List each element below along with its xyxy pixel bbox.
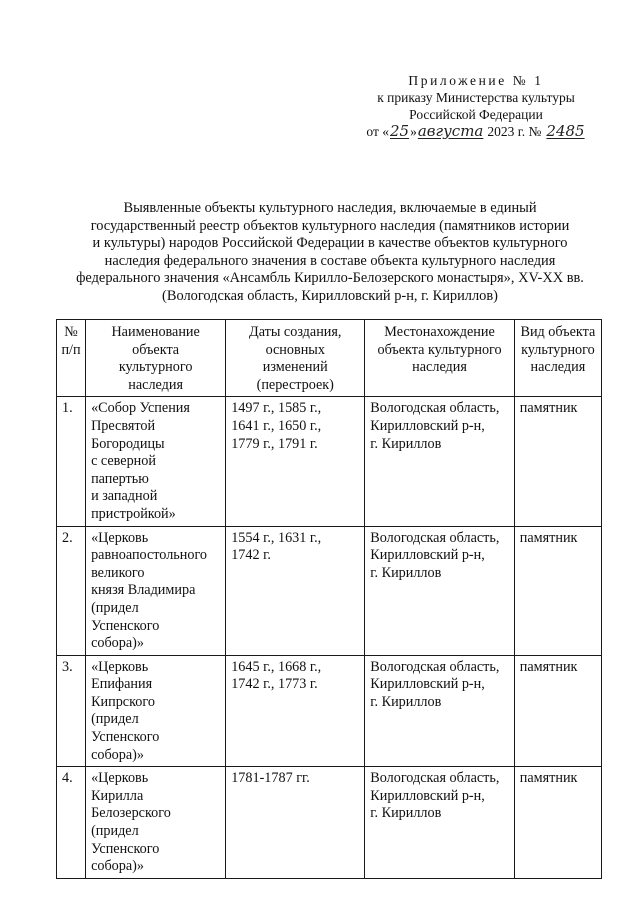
cell-location: Вологодская область, Кирилловский р-н, г. Кириллов bbox=[365, 655, 514, 767]
cell-dates: 1645 г., 1668 г., 1742 г., 1773 г. bbox=[226, 655, 365, 767]
cell-location: Вологодская область, Кирилловский р-н, г. Кириллов bbox=[365, 526, 514, 655]
date-separator: » bbox=[410, 124, 417, 139]
cell-type: памятник bbox=[514, 526, 601, 655]
header-location: Местонахождение объекта культурного наследия bbox=[365, 320, 514, 397]
header-name: Наименование объекта культурного наследия bbox=[86, 320, 226, 397]
table-row bbox=[57, 767, 602, 879]
cell-number: 3. bbox=[57, 655, 86, 767]
appendix-block bbox=[360, 72, 592, 140]
table-row bbox=[57, 655, 602, 767]
title-line: наследия федерального значения в составе объекта культурного наследия bbox=[104, 252, 556, 269]
header-type: Вид объекта культурного наследия bbox=[514, 320, 601, 397]
cell-name: «Церковь Епифания Кипрского (придел Успенского собора)» bbox=[86, 655, 226, 767]
title-line: (Вологодская область, Кирилловский р-н, г. Кириллов) bbox=[162, 287, 498, 304]
table-header-row bbox=[57, 320, 602, 397]
order-date-line bbox=[360, 123, 592, 140]
handwritten-order-number: 2485 bbox=[546, 122, 585, 140]
handwritten-day: 25 bbox=[390, 122, 410, 140]
appendix-heading: Приложение № 1 bbox=[408, 73, 544, 88]
title-line: Выявленные объекты культурного наследия, включаемые в единый bbox=[123, 200, 537, 216]
date-prefix: от « bbox=[366, 124, 389, 139]
appendix-line-1: к приказу Министерства культуры bbox=[377, 90, 575, 105]
cell-number: 4. bbox=[57, 767, 86, 879]
cell-number: 1. bbox=[57, 397, 86, 526]
cell-dates: 1781-1787 гг. bbox=[226, 767, 365, 879]
year-text: 2023 г. № bbox=[487, 124, 542, 139]
title-line: и культуры) народов Российской Федерации в качестве объектов культурного bbox=[92, 235, 568, 252]
cell-name: «Собор Успения Пресвятой Богородицы с северной папертью и западной пристройкой» bbox=[86, 397, 226, 526]
cell-type: памятник bbox=[514, 397, 601, 526]
header-number: № п/п bbox=[57, 320, 86, 397]
cell-location: Вологодская область, Кирилловский р-н, г. Кириллов bbox=[365, 767, 514, 879]
document-title bbox=[60, 200, 600, 306]
cell-type: памятник bbox=[514, 767, 601, 879]
appendix-line-2: Российской Федерации bbox=[409, 107, 543, 122]
cell-name: «Церковь равноапостольного великого князя Владимира (придел Успенского собора)» bbox=[86, 526, 226, 655]
title-line: государственный реестр объектов культурного наследия (памятников истории bbox=[90, 217, 570, 234]
cell-type: памятник bbox=[514, 655, 601, 767]
header-dates: Даты создания, основных изменений (перестроек) bbox=[226, 320, 365, 397]
cell-dates: 1554 г., 1631 г., 1742 г. bbox=[226, 526, 365, 655]
table-row bbox=[57, 397, 602, 526]
cell-number: 2. bbox=[57, 526, 86, 655]
handwritten-month: августа bbox=[417, 122, 484, 140]
cell-dates: 1497 г., 1585 г., 1641 г., 1650 г., 1779 г., 1791 г. bbox=[226, 397, 365, 526]
cell-location: Вологодская область, Кирилловский р-н, г. Кириллов bbox=[365, 397, 514, 526]
heritage-objects-table bbox=[56, 319, 602, 879]
table-row bbox=[57, 526, 602, 655]
title-line: федерального значения «Ансамбль Кирилло-Белозерского монастыря», XV-XX вв. bbox=[76, 270, 584, 287]
cell-name: «Церковь Кирилла Белозерского (придел Успенского собора)» bbox=[86, 767, 226, 879]
